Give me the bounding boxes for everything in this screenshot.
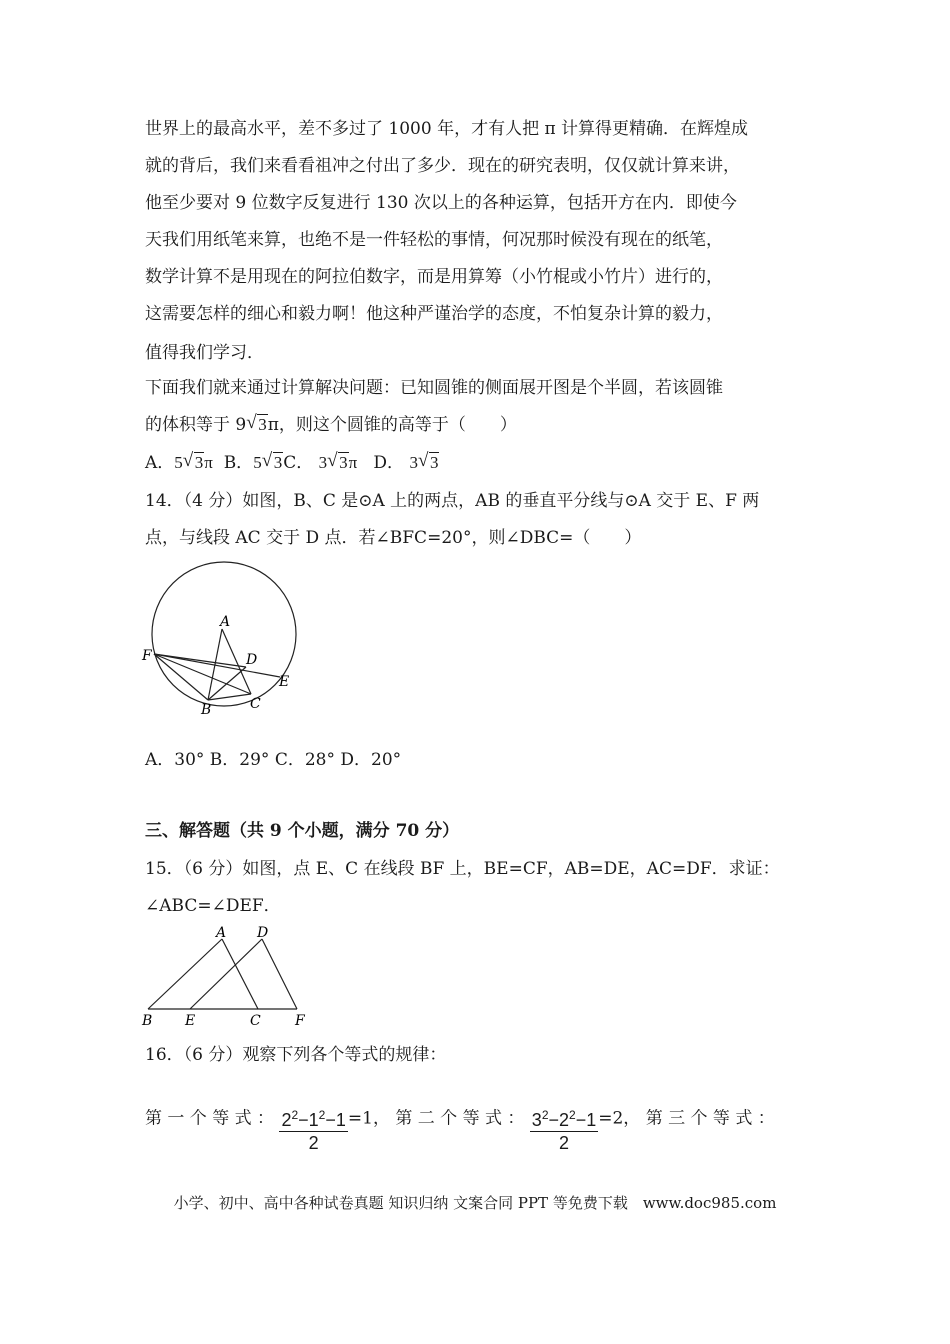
label-c: C	[250, 696, 261, 712]
q13-option-c: C． 3 √ 3π	[283, 450, 358, 473]
q13-text-pre: 的体积等于 9	[145, 415, 247, 435]
q13-option-a: A．5 √ 3π	[145, 450, 213, 473]
segment-ab	[148, 939, 222, 1009]
label-c: C	[250, 1013, 261, 1029]
label-b: B	[142, 1013, 153, 1029]
label-b: B	[201, 702, 212, 718]
intro-line-6: 这需要怎样的细心和毅力啊！他这种严谨治学的态度，不怕复杂计算的毅力，	[145, 304, 723, 324]
q16-eq2-label: 第 二 个 等 式 ：	[395, 1108, 525, 1129]
q13-line-2	[145, 414, 517, 436]
label-a: A	[216, 925, 227, 941]
q14-options: A．30° B．29° C．28° D．20°	[145, 750, 402, 770]
segment-ac	[222, 939, 258, 1009]
label-a: A	[220, 614, 231, 630]
label-d: D	[246, 652, 258, 668]
intro-line-3: 他至少要对 9 位数字反复进行 130 次以上的各种运算，包括开方在内．即使今	[145, 193, 737, 213]
label-f: F	[142, 648, 152, 664]
q16-eq2-fraction: $\frac{3^2-2^2-1}{2}$	[530, 1104, 598, 1154]
q16-line-1: 16．（6 分）观察下列各个等式的规律：	[145, 1045, 447, 1065]
q15-triangles-figure	[140, 925, 320, 1030]
q13-options	[145, 452, 439, 474]
q14-line-2: 点，与线段 AC 交于 D 点．若∠BFC=20°，则∠DBC=（ ）	[145, 528, 642, 548]
q13-text-post: π，则这个圆锥的高等于（ ）	[267, 415, 517, 435]
segment-df	[262, 939, 297, 1009]
label-e: E	[279, 674, 290, 690]
intro-line-4: 天我们用纸笔来算，也绝不是一件轻松的事情，何况那时候没有现在的纸笔，	[145, 230, 723, 250]
page-footer: 小学、初中、高中各种试卷真题 知识归纳 文案合同 PPT 等免费下载 www.doc985.com	[173, 1194, 777, 1212]
q15-line-2: ∠ABC=∠DEF．	[145, 896, 281, 916]
intro-line-1: 世界上的最高水平，差不多过了 1000 年，才有人把 π 计算得更精确．在辉煌成	[145, 119, 749, 139]
q13-option-d: D． 3 √ 3	[373, 450, 439, 473]
q16-eq3-label: 第 三 个 等 式 ：	[645, 1108, 775, 1129]
q13-line-1: 下面我们就来通过计算解决问题：已知圆锥的侧面展开图是个半圆，若该圆锥	[145, 378, 723, 398]
label-f: F	[295, 1013, 305, 1029]
segment-ed	[190, 939, 262, 1009]
intro-line-2: 就的背后，我们来看看祖冲之付出了多少．现在的研究表明，仅仅就计算来讲，	[145, 156, 740, 176]
intro-line-5: 数学计算不是用现在的阿拉伯数字，而是用算筹（小竹棍或小竹片）进行的，	[145, 267, 723, 287]
q13-radical: √ 3	[246, 412, 267, 434]
q16-eq1-label: 第 一 个 等 式 ：	[145, 1108, 275, 1129]
q16-equations	[145, 1094, 775, 1153]
label-e: E	[185, 1013, 196, 1029]
q16-eq1-result: =1，	[347, 1108, 390, 1129]
q16-eq2-result: =2，	[598, 1108, 641, 1129]
q15-line-1: 15．（6 分）如图，点 E、C 在线段 BF 上，BE=CF，AB=DE，AC=DF．求证：	[145, 859, 780, 879]
intro-line-7: 值得我们学习．	[145, 343, 264, 363]
q16-eq1-fraction: $\frac{2^2-1^2-1}{2}$	[279, 1104, 347, 1154]
q14-line-1: 14．（4 分）如图，B、C 是⊙A 上的两点，AB 的垂直平分线与⊙A 交于 E、F 两	[145, 491, 760, 511]
label-d: D	[257, 925, 269, 941]
section-3-title: 三、解答题（共 9 个小题，满分 70 分）	[145, 821, 460, 841]
q13-option-b: B．5 √ 3	[223, 450, 283, 473]
q14-circle-figure	[140, 560, 310, 720]
